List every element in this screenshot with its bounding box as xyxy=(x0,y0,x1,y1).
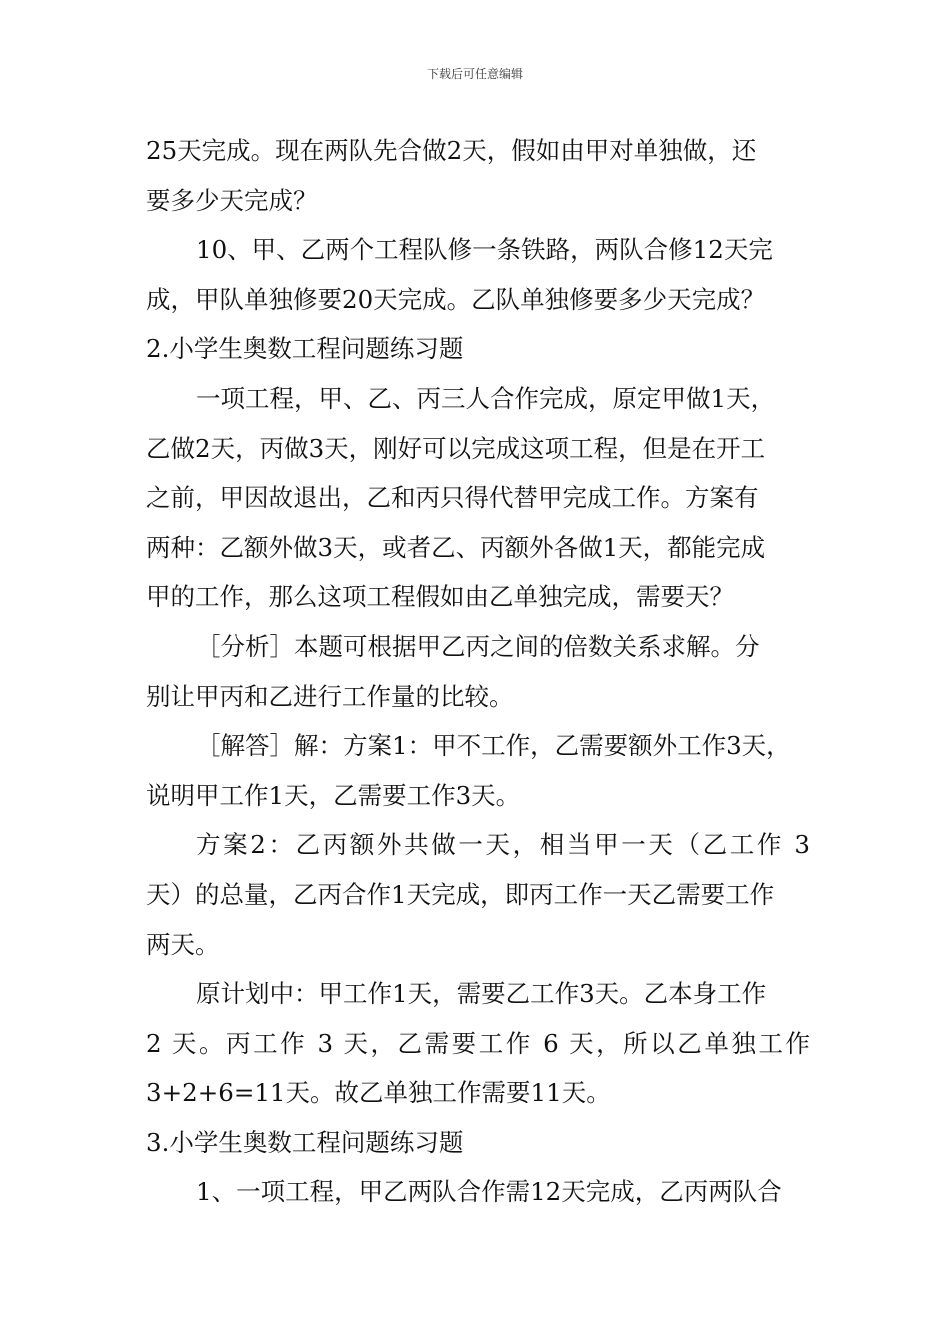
text-line: 要多少天完成？ xyxy=(146,185,318,215)
page-header: 下载后可任意编辑 xyxy=(426,67,523,81)
text-line: 25天完成。现在两队先合做2天，假如由甲对单独做，还 xyxy=(146,136,757,165)
text-line: 两天。 xyxy=(146,929,220,959)
text-line: 一项工程，甲、乙、丙三人合作完成，原定甲做1天， xyxy=(196,383,776,413)
text-line: 3.小学生奥数工程问题练习题 xyxy=(146,1127,464,1157)
text-line: 方案2：乙丙额外共做一天，相当甲一天（乙工作 3 xyxy=(196,830,810,860)
text-line: 天）的总量，乙丙合作1天完成，即丙工作一天乙需要工作 xyxy=(146,879,775,909)
text-line: 1、一项工程，甲乙两队合作需12天完成，乙丙两队合 xyxy=(196,1177,782,1207)
document-body xyxy=(146,126,810,1217)
text-line: 两种：乙额外做3天，或者乙、丙额外各做1天，都能完成 xyxy=(146,532,766,562)
text-line: ［分析］本题可根据甲乙丙之间的倍数关系求解。分 xyxy=(196,631,760,661)
text-line: 之前，甲因故退出，乙和丙只得代替甲完成工作。方案有 xyxy=(146,483,759,513)
text-line: 2.小学生奥数工程问题练习题 xyxy=(146,334,464,364)
text-line: 说明甲工作1天，乙需要工作3天。 xyxy=(146,780,521,810)
text-line: 3+2+6=11天。故乙单独工作需要11天。 xyxy=(146,1078,611,1108)
text-line: 乙做2天，丙做3天，刚好可以完成这项工程，但是在开工 xyxy=(146,433,766,463)
text-line: 10、甲、乙两个工程队修一条铁路，两队合修12天完 xyxy=(196,235,773,265)
text-line: 甲的工作，那么这项工程假如由乙单独完成，需要天？ xyxy=(146,582,734,612)
text-line: 2 天。丙工作 3 天，乙需要工作 6 天，所以乙单独工作 xyxy=(146,1028,810,1058)
text-line: 原计划中：甲工作1天，需要乙工作3天。乙本身工作 xyxy=(196,979,767,1009)
text-line: 成，甲队单独修要20天完成。乙队单独修要多少天完成？ xyxy=(146,284,766,314)
text-line: 别让甲丙和乙进行工作量的比较。 xyxy=(146,681,514,711)
text-line: ［解答］解：方案1：甲不工作，乙需要额外工作3天， xyxy=(196,731,791,761)
